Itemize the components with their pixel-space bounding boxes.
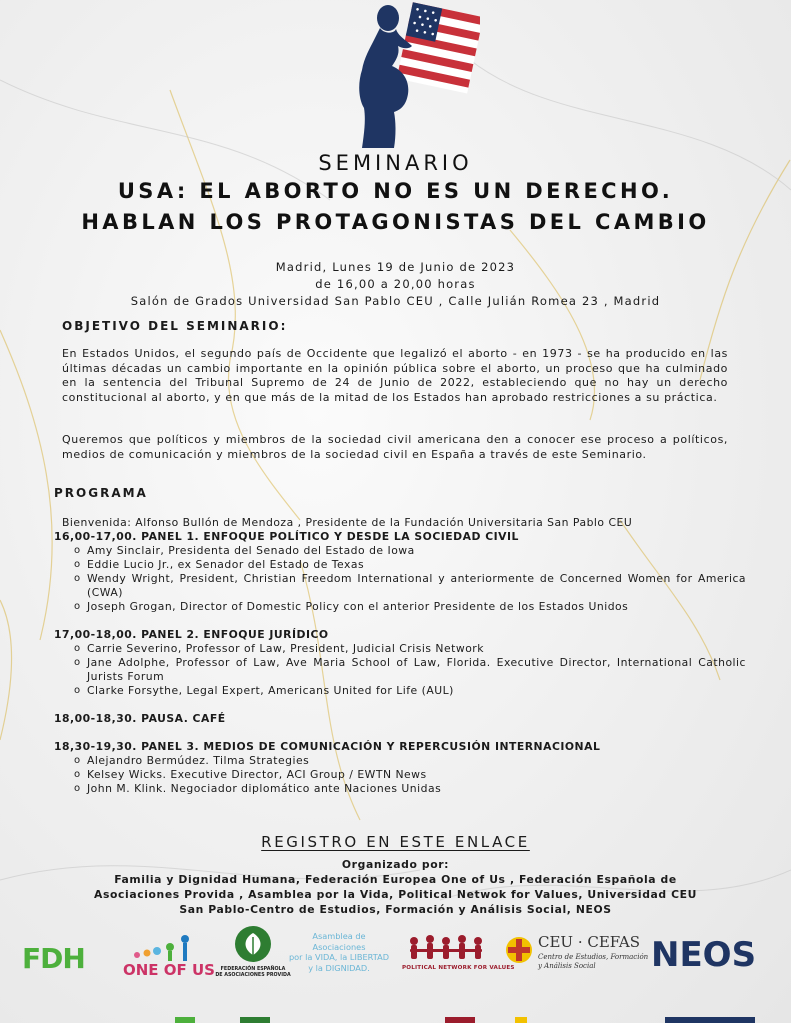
federacion-espanola-logo	[214, 925, 292, 979]
panel-1-title: 16,00-17,00. PANEL 1. ENFOQUE POLÍTICO Y DESDE LA SOCIEDAD CIVIL	[54, 530, 519, 543]
ceu-sub-2: y Análisis Social	[538, 961, 596, 970]
one-of-us-text: ONE OF US	[123, 961, 215, 979]
event-date: Madrid, Lunes 19 de Junio de 2023	[275, 260, 516, 274]
one-of-us-logo	[123, 933, 215, 979]
event-details	[0, 259, 791, 310]
panel-2-title: 17,00-18,00. PANEL 2. ENFOQUE JURÍDICO	[54, 628, 329, 641]
panel-3-title: 18,30-19,30. PANEL 3. MEDIOS DE COMUNICACIÓN Y REPERCUSIÓN INTERNACIONAL	[54, 740, 601, 753]
organizers	[0, 857, 791, 917]
break-line: 18,00-18,30. PAUSA. CAFÉ	[54, 712, 226, 725]
registration-link-label[interactable]: REGISTRO EN ESTE ENLACE	[261, 833, 530, 851]
organizers-line-3: San Pablo-Centro de Estudios, Formación y Análisis Social, NEOS	[179, 903, 612, 916]
cropped-logo-strip	[0, 1015, 791, 1023]
asamblea-line-2: por la VIDA, la LIBERTAD	[288, 952, 390, 962]
registration-link[interactable]	[0, 833, 791, 851]
sponsor-logos	[0, 925, 791, 985]
panel-1-speakers	[54, 544, 746, 614]
event-time: de 16,00 a 20,00 horas	[315, 277, 476, 291]
pnv-text: POLITICAL NETWORK FOR VALUES	[402, 965, 515, 971]
speaker-item: o Kelsey Wicks. Executive Director, ACI Group / EWTN News	[74, 768, 746, 782]
usa-flag-icon	[397, 2, 480, 93]
title-line-1: SEMINARIO	[318, 151, 473, 175]
fed-esp-line-1: FEDERACIÓN ESPAÑOLA	[220, 967, 286, 972]
organizers-line-1: Familia y Dignidad Humana, Federación Europea One of Us , Federación Española de	[114, 873, 677, 886]
speaker-item: o Jane Adolphe, Professor of Law, Ave Maria School of Law, Florida. Executive Director, International Catholic Jurists Forum	[74, 656, 746, 684]
speaker-item: o Clarke Forsythe, Legal Expert, Americans United for Life (AUL)	[74, 684, 746, 698]
ceu-subtitle	[538, 953, 648, 970]
people-chain-icon	[402, 933, 498, 963]
speaker-item: o Wendy Wright, President, Christian Freedom International y anteriormente de Concerned Women for America (CWA)	[74, 572, 746, 600]
speaker-item: o Carrie Severino, Professor of Law, President, Judicial Crisis Network	[74, 642, 746, 656]
speaker-item: o Eddie Lucio Jr., ex Senador del Estado de Texas	[74, 558, 746, 572]
ceu-cross-icon	[504, 935, 534, 965]
organizers-heading: Organizado por:	[341, 858, 450, 871]
welcome-line: Bienvenida: Alfonso Bullón de Mendoza , Presidente de la Fundación Universitaria San Pablo CEU	[62, 516, 633, 529]
title-line-3: HABLAN LOS PROTAGONISTAS DEL CAMBIO	[81, 210, 710, 234]
panel-2-speakers	[54, 642, 746, 698]
panel-3-speakers	[54, 754, 746, 796]
program-schedule	[54, 516, 746, 796]
speaker-item: o Amy Sinclair, Presidenta del Senado del Estado de Iowa	[74, 544, 746, 558]
asamblea-line-3: y la DIGNIDAD.	[308, 962, 370, 973]
fdh-logo: FDH	[22, 942, 85, 975]
objective-paragraph-1: En Estados Unidos, el segundo país de Occidente que legalizó el aborto - en 1973 - se ha producido en las últimas décadas un cambio importante en la opinión pública sobre el aborto, un proceso que ha culminado en la sentencia del Tribunal Supremo de 24 de Junio de 2022, estableciendo que no hay un derecho constitucional al aborto, y en que más de la mitad de los Estados han aprobado restricciones a su práctica.	[62, 347, 728, 405]
leaf-emblem-icon	[233, 925, 273, 963]
neos-logo: NEOS	[651, 935, 757, 975]
event-venue: Salón de Grados Universidad San Pablo CEU , Calle Julián Romea 23 , Madrid	[130, 294, 661, 308]
fed-esp-line-2: DE ASOCIACIONES PROVIDA	[215, 973, 291, 978]
program-heading: PROGRAMA	[54, 486, 148, 500]
speaker-item: o Alejandro Bermúdez. Tilma Strategies	[74, 754, 746, 768]
asamblea-logo	[285, 931, 393, 973]
political-network-logo	[402, 933, 515, 971]
family-figures-icon	[123, 933, 209, 961]
seminar-title	[0, 150, 791, 238]
pregnant-silhouette-icon	[359, 5, 412, 148]
speaker-item: o John M. Klink. Negociador diplomático ante Naciones Unidas	[74, 782, 746, 796]
speaker-item: o Joseph Grogan, Director of Domestic Policy con el anterior Presidente de los Estados Unidos	[74, 600, 746, 614]
ceu-title: CEU · CEFAS	[538, 933, 641, 951]
ceu-sub-1: Centro de Estudios, Formación	[538, 953, 649, 961]
asamblea-line-1: Asamblea de Asociaciones	[312, 931, 366, 952]
organizers-line-2: Asociaciones Provida , Asamblea por la Vida, Political Netwok for Values, Universidad CEU	[94, 888, 697, 901]
objective-heading: OBJETIVO DEL SEMINARIO:	[62, 319, 288, 333]
objective-paragraph-2: Queremos que políticos y miembros de la sociedad civil americana den a conocer ese proceso a políticos, medios de comunicación y miembros de la sociedad civil en España a través de este Seminario.	[62, 433, 728, 461]
pregnant-woman-flag-illustration	[350, 2, 480, 148]
title-line-2: USA: EL ABORTO NO ES UN DERECHO.	[117, 179, 674, 203]
